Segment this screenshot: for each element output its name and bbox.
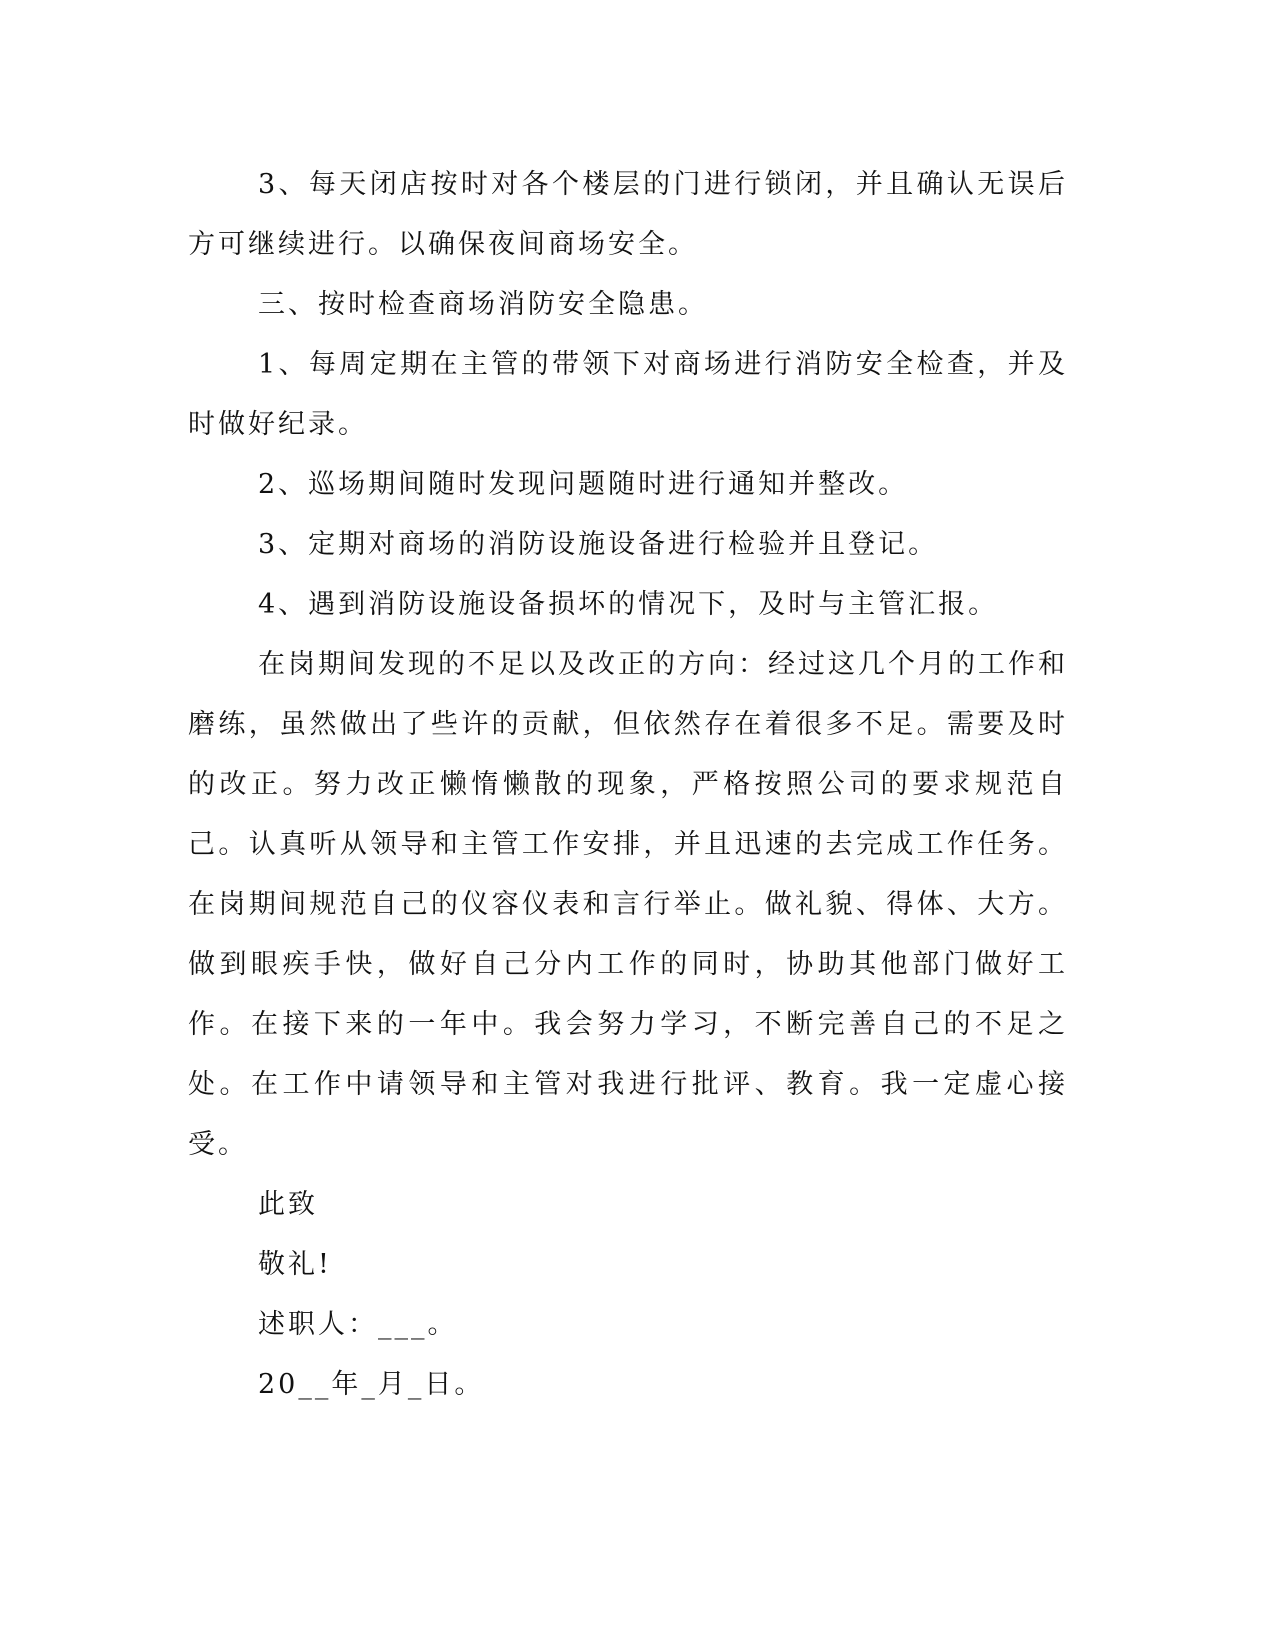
closing-salutation: 此致 [258,1189,318,1220]
closing-regards: 敬礼! [258,1249,332,1280]
paragraph-item-4-damage-report: 4、遇到消防设施设备损坏的情况下，及时与主管汇报。 [258,589,999,620]
paragraph-item-2-patrol: 2、巡场期间随时发现问题随时进行通知并整改。 [258,469,909,500]
document-body [188,155,1068,1415]
signer-line: 述职人：___。 [258,1309,458,1340]
paragraph-item-3-equipment-check: 3、定期对商场的消防设施设备进行检验并且登记。 [258,529,939,560]
paragraph-shortcomings-and-improvements: 在岗期间发现的不足以及改正的方向：经过这几个月的工作和磨练，虽然做出了些许的贡献，但依然存在着很多不足。需要及时的改正。努力改正懒惰懒散的现象，严格按照公司的要求规范自己。认真听从领导和主管工作安排，并且迅速的去完成工作任务。在岗期间规范自己的仪容仪表和言行举止。做礼貌、得体、大方。做到眼疾手快，做好自己分内工作的同时，协助其他部门做好工作。在接下来的一年中。我会努力学习，不断完善自己的不足之处。在工作中请领导和主管对我进行批评、教育。我一定虚心接受。 [188,649,1068,1160]
date-line: 20__年_月_日。 [258,1369,485,1400]
paragraph-item-1-weekly-inspection: 1、每周定期在主管的带领下对商场进行消防安全检查，并及时做好纪录。 [188,349,1068,440]
paragraph-item-3-door-locking: 3、每天闭店按时对各个楼层的门进行锁闭，并且确认无误后方可继续进行。以确保夜间商场安全。 [188,169,1068,260]
section-heading-fire-safety: 三、按时检查商场消防安全隐患。 [258,289,708,320]
